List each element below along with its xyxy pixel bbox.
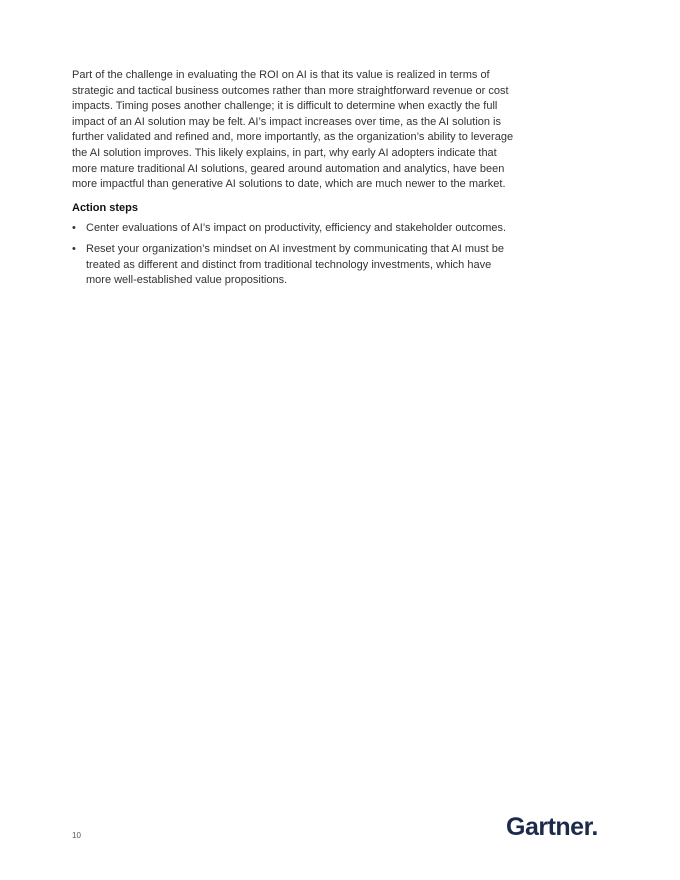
page-number: 10 <box>72 831 81 840</box>
gartner-logo: Gartner. <box>506 813 598 841</box>
body-paragraph: Part of the challenge in evaluating the ROI on AI is that its value is realized in terms of strategic and tactical business outcomes rather than more straightforward revenue or cost impacts. Timing poses another challenge; it is difficult to determine when exactly the full impact of an AI solution may be felt. AI’s impact increases over time, as the AI solution is further validated and refined and, more importantly, as the organization’s ability to leverage the AI solution improves. This likely explains, in part, why early AI adopters indicate that more mature traditional AI solutions, geared around automation and analytics, have been more impactful than generative AI solutions to date, which are much newer to the market. <box>72 69 514 191</box>
action-step-text: Reset your organization’s mindset on AI investment by communicating that AI must be treated as different and distinct from traditional technology investments, which have more well-established value propositions. <box>86 242 505 287</box>
list-item <box>72 221 518 237</box>
action-steps-heading: Action steps <box>72 201 139 214</box>
action-step-text: Center evaluations of AI’s impact on productivity, efficiency and stakeholder outcomes. <box>86 222 507 235</box>
list-item <box>72 242 518 289</box>
page-content <box>72 68 518 294</box>
bullet-icon: • <box>72 242 76 255</box>
bullet-icon: • <box>72 222 76 235</box>
action-steps-list <box>72 221 518 288</box>
